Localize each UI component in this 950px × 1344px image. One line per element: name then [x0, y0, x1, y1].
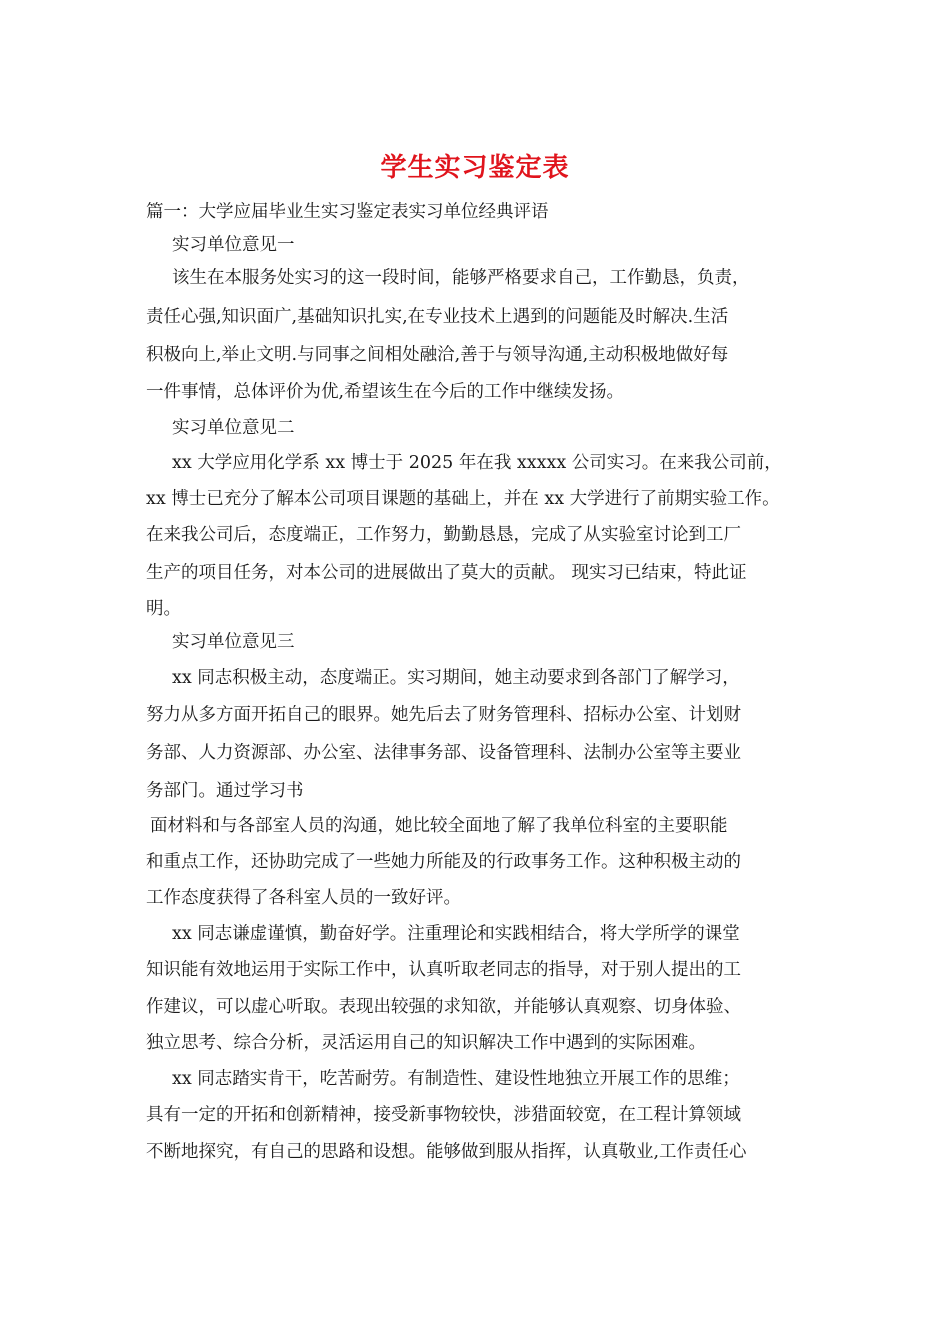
text-line: 面材料和与各部室人员的沟通，她比较全面地了解了我单位科室的主要职能 [150, 816, 728, 836]
text-line: 务部门。通过学习书 [146, 781, 304, 801]
text-line: 明。 [146, 599, 181, 619]
text-line: 该生在本服务处实习的这一段时间，能够严格要求自己，工作勤恳，负责， [172, 268, 750, 288]
text-line: 不断地探究，有自己的思路和设想。能够做到服从指挥，认真敬业,工作责任心 [146, 1142, 747, 1162]
text-line: 在来我公司后，态度端正，工作努力，勤勤恳恳，完成了从实验室讨论到工厂 [146, 525, 741, 545]
text-line: xx 同志积极主动，态度端正。实习期间，她主动要求到各部门了解学习， [172, 668, 740, 688]
section-heading: 实习单位意见三 [172, 632, 295, 652]
section-heading: 实习单位意见二 [172, 418, 295, 438]
text-line: 生产的项目任务，对本公司的进展做出了莫大的贡献。 现实习已结束，特此证 [146, 563, 747, 583]
text-line: 工作态度获得了各科室人员的一致好评。 [146, 888, 461, 908]
text-line: 一件事情，总体评价为优,希望该生在今后的工作中继续发扬。 [146, 382, 625, 402]
text-line: 努力从多方面开拓自己的眼界。她先后去了财务管理科、招标办公室、计划财 [146, 705, 741, 725]
text-line: 积极向上,举止文明.与同事之间相处融洽,善于与领导沟通,主动积极地做好每 [146, 345, 729, 365]
text-line: 独立思考、综合分析，灵活运用自己的知识解决工作中遇到的实际困难。 [146, 1033, 706, 1053]
section-heading: 实习单位意见一 [172, 235, 295, 255]
text-line: 和重点工作，还协助完成了一些她力所能及的行政事务工作。这种积极主动的 [146, 852, 741, 872]
text-line: 知识能有效地运用于实际工作中，认真听取老同志的指导，对于别人提出的工 [146, 960, 741, 980]
text-line: 具有一定的开拓和创新精神，接受新事物较快，涉猎面较宽，在工程计算领域 [146, 1105, 741, 1125]
text-line: xx 大学应用化学系 xx 博士于 2025 年在我 xxxxx 公司实习。在来我公司前， [172, 453, 782, 473]
text-line: 务部、人力资源部、办公室、法律事务部、设备管理科、法制办公室等主要业 [146, 743, 741, 763]
text-line: 作建议，可以虚心听取。表现出较强的求知欲，并能够认真观察、切身体验、 [146, 997, 741, 1017]
text-line: xx 同志踏实肯干，吃苦耐劳。有制造性、建设性地独立开展工作的思维； [172, 1069, 740, 1089]
document-title: 学生实习鉴定表 [380, 153, 570, 183]
text-line: 篇一：大学应届毕业生实习鉴定表实习单位经典评语 [146, 202, 549, 222]
text-line: xx 博士已充分了解本公司项目课题的基础上，并在 xx 大学进行了前期实验工作。 [146, 489, 780, 509]
text-line: xx 同志谦虚谨慎，勤奋好学。注重理论和实践相结合，将大学所学的课堂 [172, 924, 740, 944]
text-line: 责任心强,知识面广,基础知识扎实,在专业技术上遇到的问题能及时解决.生活 [146, 307, 729, 327]
